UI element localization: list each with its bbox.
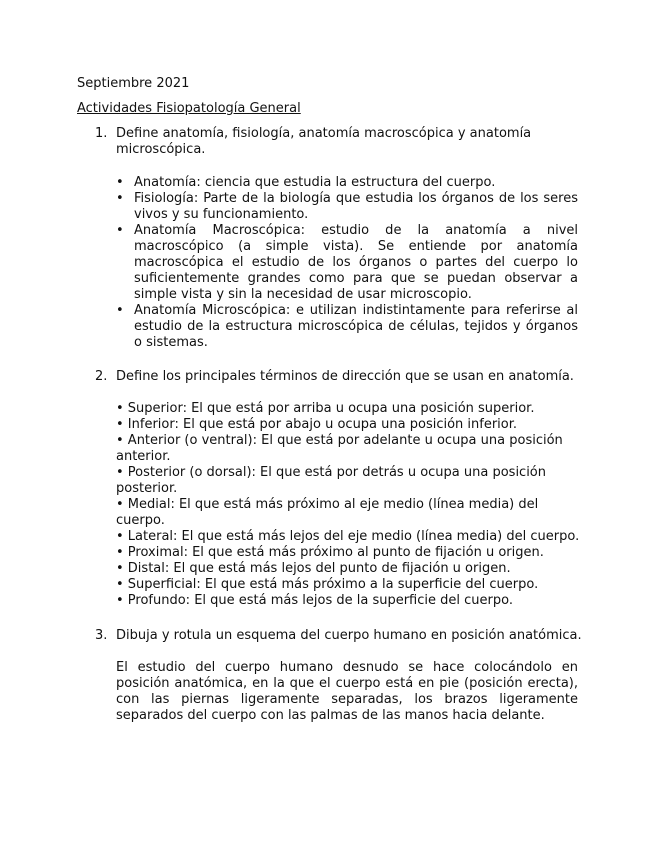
question-number: 1. — [95, 126, 108, 141]
list-item: • Proximal: El que está más próximo al punto de fijación u origen. — [116, 545, 544, 560]
list-item: • Anterior (o ventral): El que está por adelante u ocupa una posición — [116, 433, 563, 448]
question-number: 3. — [95, 628, 108, 643]
list-item: • Profundo: El que está más lejos de la superficie del cuerpo. — [116, 593, 513, 608]
answer-paragraph: El estudio del cuerpo humano desnudo se hace colocándolo en posición anatómica, en la que el cuerpo está en pie (posición erecta), con las piernas ligeramente separadas, los brazos ligeramente separados del cuerpo con las palmas de las manos hacia delante. — [116, 660, 578, 723]
list-item: • Anatomía: ciencia que estudia la estructura del cuerpo. — [116, 175, 496, 190]
question-text: Define anatomía, fisiología, anatomía macroscópica y anatomía — [116, 126, 532, 141]
list-item: • Fisiología: Parte de la biología que estudia los órganos de los seres vivos y su funcionamiento. — [116, 191, 578, 222]
direction-terms-list — [116, 401, 586, 609]
bullet-icon: • — [116, 175, 124, 190]
bullet-icon: • — [116, 191, 124, 206]
list-item: • Posterior (o dorsal): El que está por detrás u ocupa una posición — [116, 465, 547, 480]
question-number: 2. — [95, 369, 108, 384]
list-item-continuation: anterior. — [116, 449, 171, 464]
document-title: Actividades Fisiopatología General — [77, 101, 301, 116]
bullet-icon: • — [116, 303, 124, 318]
list-item: • Anatomía Microscópica: e utilizan indistintamente para referirse al estudio de la estructura microscópica de células, tejidos y órganos o sistemas. — [116, 303, 578, 350]
list-item: • Medial: El que está más próximo al eje medio (línea media) del — [116, 497, 539, 512]
list-item: • Inferior: El que está por abajo u ocupa una posición inferior. — [116, 417, 518, 432]
list-item: • Superficial: El que está más próximo a la superficie del cuerpo. — [116, 577, 539, 592]
question-text: Dibuja y rotula un esquema del cuerpo humano en posición anatómica. — [116, 628, 582, 643]
bullet-icon: • — [116, 223, 124, 238]
definitions-list — [116, 175, 578, 351]
list-item: • Lateral: El que está más lejos del eje medio (línea media) del cuerpo. — [116, 529, 580, 544]
list-item-continuation: posterior. — [116, 481, 178, 496]
question-text: Define los principales términos de dirección que se usan en anatomía. — [116, 369, 574, 384]
list-item: • Distal: El que está más lejos del punto de fijación u origen. — [116, 561, 511, 576]
list-item: • Superior: El que está por arriba u ocupa una posición superior. — [116, 401, 535, 416]
document-date: Septiembre 2021 — [77, 76, 190, 91]
list-item-continuation: cuerpo. — [116, 513, 165, 528]
list-item: • Anatomía Macroscópica: estudio de la anatomía a nivel macroscópico (a simple vista). Se entiende por anatomía macroscópica el estudio de los órganos o partes del cuerpo lo suficientemente grandes como para que se puedan observar a simple vista y sin la necesidad de usar microscopio. — [116, 223, 578, 302]
question-text: microscópica. — [116, 142, 206, 157]
